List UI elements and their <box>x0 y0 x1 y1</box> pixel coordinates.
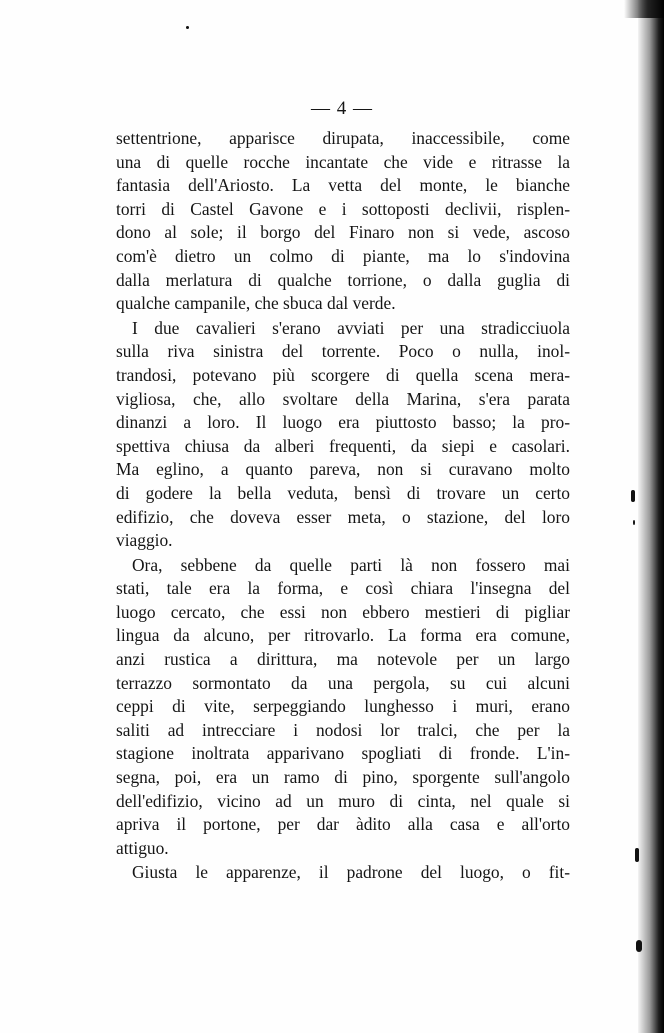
text-line: terrazzo sormontato da una pergola, su cui alcuni <box>116 672 570 693</box>
text-line: vigliosa, che, allo svoltare della Marina, s'era parata <box>116 388 570 409</box>
text-line: trandosi, potevano più scorgere di quella scena mera- <box>116 364 570 385</box>
ink-speck <box>186 26 189 29</box>
text-line: dinanzi a loro. Il luogo era piuttosto basso; la pro- <box>116 412 570 433</box>
ink-speck <box>631 490 635 502</box>
text-line: spettiva chiusa da alberi frequenti, da siepi e casolari. <box>116 435 570 456</box>
text-line: sulla riva sinistra del torrente. Poco o nulla, inol- <box>116 341 570 362</box>
text-line: stati, tale era la forma, e così chiara l'insegna del <box>116 578 570 599</box>
text-line: viaggio. <box>116 530 173 551</box>
text-line: una di quelle rocche incantate che vide e ritrasse la <box>116 151 570 172</box>
text-line: luogo cercato, che essi non ebbero mestieri di pigliar <box>116 601 570 622</box>
text-line: dalla merlatura di qualche torrione, o dalla guglia di <box>116 269 570 290</box>
text-line: apriva il portone, per dar àdito alla casa e all'orto <box>116 814 570 835</box>
text-line: fantasia dell'Ariosto. La vetta del monte, le bianche <box>116 175 570 196</box>
text-line: settentrione, apparisce dirupata, inaccessibile, come <box>116 128 570 148</box>
text-line: dell'edifizio, vicino ad un muro di cinta, nel quale si <box>116 790 570 811</box>
text-line: Giusta le apparenze, il padrone del luogo, o fit- <box>132 862 570 883</box>
text-line: qualche campanile, che sbuca dal verde. <box>116 293 396 314</box>
text-line: attiguo. <box>116 837 169 858</box>
text-line: stagione inoltrata apparivano spogliati di fronde. L'in- <box>116 743 570 764</box>
text-line: torri di Castel Gavone e i sottoposti declivii, risplen- <box>116 198 570 219</box>
page-number: — 4 — <box>311 98 373 119</box>
ink-speck <box>636 940 642 952</box>
text-line: Ma eglino, a quanto pareva, non si curavano molto <box>116 459 570 480</box>
text-line: lingua da alcuno, per ritrovarlo. La forma era comune, <box>116 625 570 646</box>
text-line: segna, poi, era un ramo di pino, sporgente sull'angolo <box>116 767 570 788</box>
body-text <box>116 127 570 885</box>
text-line: dono al sole; il borgo del Finaro non si vede, ascoso <box>116 222 570 243</box>
text-line: di godere la bella veduta, bensì di trovare un certo <box>116 482 570 503</box>
page-corner-shadow <box>624 0 664 18</box>
text-line: I due cavalieri s'erano avviati per una stradicciuola <box>132 317 570 338</box>
text-line: com'è dietro un colmo di piante, ma lo s'indovina <box>116 245 570 266</box>
text-line: edifizio, che doveva esser meta, o stazione, del loro <box>116 506 570 527</box>
text-line: anzi rustica a dirittura, ma notevole per un largo <box>116 649 570 670</box>
text-line: saliti ad intrecciare i nodosi lor tralci, che per la <box>116 719 570 740</box>
ink-speck <box>633 520 635 525</box>
text-line: Ora, sebbene da quelle parti là non fossero mai <box>132 554 570 575</box>
ink-speck <box>635 848 639 862</box>
page-binding-shadow <box>638 0 664 1033</box>
text-line: ceppi di vite, serpeggiando lunghesso i muri, erano <box>116 696 570 717</box>
